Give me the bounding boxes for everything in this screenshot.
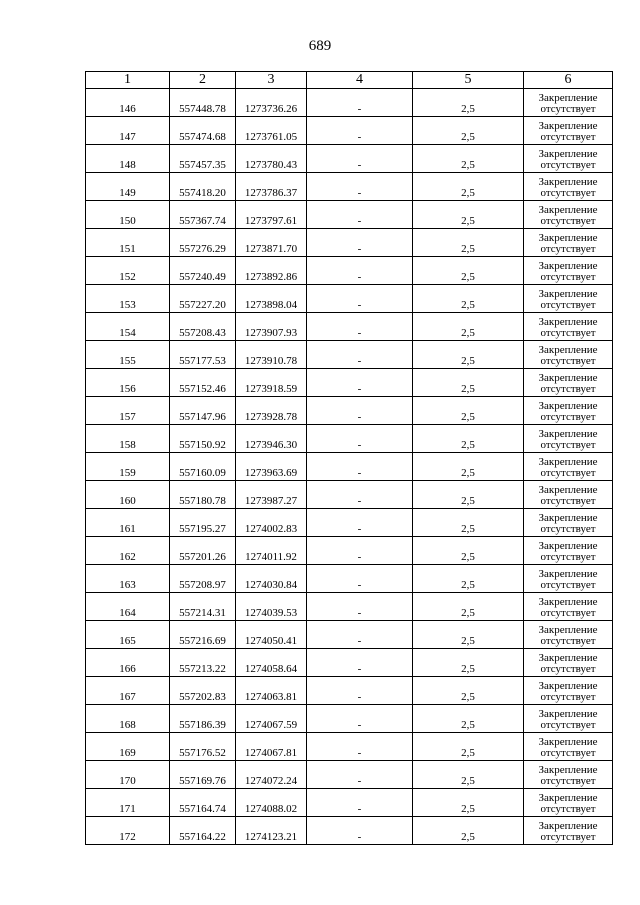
column-5-cell: 2,5 <box>413 621 524 649</box>
column-4-cell: - <box>307 761 413 789</box>
column-5-cell: 2,5 <box>413 313 524 341</box>
table-header-row <box>86 72 613 89</box>
fixing-note-cell <box>524 565 613 593</box>
column-4-cell: - <box>307 789 413 817</box>
fixing-note-cell <box>524 677 613 705</box>
point-number-cell: 171 <box>86 789 170 817</box>
point-number-cell: 149 <box>86 173 170 201</box>
fixing-note-cell <box>524 397 613 425</box>
y-coordinate-cell: 1273736.26 <box>236 89 307 117</box>
fixing-note-cell <box>524 453 613 481</box>
fixing-note-cell <box>524 89 613 117</box>
fixing-note-line: Закрепление <box>538 316 598 328</box>
column-5-cell: 2,5 <box>413 761 524 789</box>
table-row <box>86 593 613 621</box>
fixing-note-cell <box>524 313 613 341</box>
x-coordinate-cell: 557457.35 <box>170 145 236 173</box>
x-coordinate-cell: 557150.92 <box>170 425 236 453</box>
table-row <box>86 257 613 285</box>
x-coordinate-cell: 557474.68 <box>170 117 236 145</box>
x-coordinate-cell: 557448.78 <box>170 89 236 117</box>
column-4-cell: - <box>307 313 413 341</box>
table-row <box>86 481 613 509</box>
table-row <box>86 397 613 425</box>
fixing-note-line: отсутствует <box>540 775 596 787</box>
y-coordinate-cell: 1274063.81 <box>236 677 307 705</box>
column-5-cell: 2,5 <box>413 89 524 117</box>
fixing-note-line: отсутствует <box>540 551 596 563</box>
column-5-cell: 2,5 <box>413 565 524 593</box>
fixing-note-cell <box>524 789 613 817</box>
fixing-note-cell <box>524 285 613 313</box>
column-5-cell: 2,5 <box>413 481 524 509</box>
fixing-note-cell <box>524 173 613 201</box>
x-coordinate-cell: 557214.31 <box>170 593 236 621</box>
column-5-cell: 2,5 <box>413 453 524 481</box>
fixing-note-cell <box>524 649 613 677</box>
column-5-cell: 2,5 <box>413 537 524 565</box>
x-coordinate-cell: 557418.20 <box>170 173 236 201</box>
column-5-cell: 2,5 <box>413 509 524 537</box>
y-coordinate-cell: 1273761.05 <box>236 117 307 145</box>
fixing-note-line: Закрепление <box>538 708 598 720</box>
fixing-note-line: отсутствует <box>540 803 596 815</box>
fixing-note-line: Закрепление <box>538 568 598 580</box>
x-coordinate-cell: 557147.96 <box>170 397 236 425</box>
column-5-cell: 2,5 <box>413 229 524 257</box>
column-5-cell: 2,5 <box>413 789 524 817</box>
column-4-cell: - <box>307 453 413 481</box>
x-coordinate-cell: 557152.46 <box>170 369 236 397</box>
fixing-note-line: отсутствует <box>540 215 596 227</box>
fixing-note-line: отсутствует <box>540 579 596 591</box>
point-number-cell: 164 <box>86 593 170 621</box>
fixing-note-line: Закрепление <box>538 736 598 748</box>
table-row <box>86 649 613 677</box>
fixing-note-line: Закрепление <box>538 92 598 104</box>
y-coordinate-cell: 1273987.27 <box>236 481 307 509</box>
fixing-note-cell <box>524 229 613 257</box>
column-5-cell: 2,5 <box>413 425 524 453</box>
point-number-cell: 147 <box>86 117 170 145</box>
table-row <box>86 285 613 313</box>
column-4-cell: - <box>307 89 413 117</box>
y-coordinate-cell: 1274088.02 <box>236 789 307 817</box>
table-row <box>86 173 613 201</box>
fixing-note-line: Закрепление <box>538 344 598 356</box>
x-coordinate-cell: 557367.74 <box>170 201 236 229</box>
fixing-note-line: отсутствует <box>540 831 596 843</box>
x-coordinate-cell: 557276.29 <box>170 229 236 257</box>
point-number-cell: 157 <box>86 397 170 425</box>
fixing-note-cell <box>524 537 613 565</box>
point-number-cell: 146 <box>86 89 170 117</box>
fixing-note-line: отсутствует <box>540 299 596 311</box>
fixing-note-line: отсутствует <box>540 607 596 619</box>
fixing-note-line: Закрепление <box>538 204 598 216</box>
point-number-cell: 172 <box>86 817 170 845</box>
column-5-cell: 2,5 <box>413 145 524 173</box>
x-coordinate-cell: 557240.49 <box>170 257 236 285</box>
table-row <box>86 789 613 817</box>
column-header: 6 <box>524 72 613 89</box>
fixing-note-line: Закрепление <box>538 596 598 608</box>
y-coordinate-cell: 1273786.37 <box>236 173 307 201</box>
fixing-note-line: Закрепление <box>538 820 598 832</box>
column-5-cell: 2,5 <box>413 397 524 425</box>
y-coordinate-cell: 1273892.86 <box>236 257 307 285</box>
column-5-cell: 2,5 <box>413 285 524 313</box>
page-number: 689 <box>308 38 332 54</box>
x-coordinate-cell: 557216.69 <box>170 621 236 649</box>
fixing-note-line: отсутствует <box>540 271 596 283</box>
fixing-note-line: Закрепление <box>538 260 598 272</box>
fixing-note-line: Закрепление <box>538 764 598 776</box>
fixing-note-line: Закрепление <box>538 428 598 440</box>
point-number-cell: 153 <box>86 285 170 313</box>
column-4-cell: - <box>307 397 413 425</box>
column-header: 4 <box>307 72 413 89</box>
table-row <box>86 341 613 369</box>
point-number-cell: 165 <box>86 621 170 649</box>
point-number-cell: 152 <box>86 257 170 285</box>
column-4-cell: - <box>307 257 413 285</box>
fixing-note-line: Закрепление <box>538 680 598 692</box>
fixing-note-line: отсутствует <box>540 411 596 423</box>
fixing-note-line: отсутствует <box>540 131 596 143</box>
fixing-note-cell <box>524 761 613 789</box>
column-header: 3 <box>236 72 307 89</box>
column-4-cell: - <box>307 621 413 649</box>
table-row <box>86 229 613 257</box>
point-number-cell: 156 <box>86 369 170 397</box>
table-row <box>86 369 613 397</box>
point-number-cell: 163 <box>86 565 170 593</box>
fixing-note-cell <box>524 733 613 761</box>
y-coordinate-cell: 1274123.21 <box>236 817 307 845</box>
y-coordinate-cell: 1273910.78 <box>236 341 307 369</box>
fixing-note-line: Закрепление <box>538 148 598 160</box>
column-4-cell: - <box>307 677 413 705</box>
table-row <box>86 453 613 481</box>
column-5-cell: 2,5 <box>413 369 524 397</box>
y-coordinate-cell: 1273907.93 <box>236 313 307 341</box>
fixing-note-line: Закрепление <box>538 652 598 664</box>
x-coordinate-cell: 557169.76 <box>170 761 236 789</box>
column-5-cell: 2,5 <box>413 201 524 229</box>
point-number-cell: 161 <box>86 509 170 537</box>
fixing-note-line: Закрепление <box>538 176 598 188</box>
column-4-cell: - <box>307 537 413 565</box>
column-4-cell: - <box>307 341 413 369</box>
column-4-cell: - <box>307 481 413 509</box>
fixing-note-cell <box>524 593 613 621</box>
column-4-cell: - <box>307 285 413 313</box>
point-number-cell: 159 <box>86 453 170 481</box>
column-4-cell: - <box>307 593 413 621</box>
fixing-note-line: Закрепление <box>538 512 598 524</box>
y-coordinate-cell: 1273946.30 <box>236 425 307 453</box>
x-coordinate-cell: 557160.09 <box>170 453 236 481</box>
table-row <box>86 117 613 145</box>
fixing-note-line: отсутствует <box>540 383 596 395</box>
fixing-note-line: Закрепление <box>538 120 598 132</box>
column-5-cell: 2,5 <box>413 173 524 201</box>
fixing-note-cell <box>524 621 613 649</box>
column-5-cell: 2,5 <box>413 257 524 285</box>
point-number-cell: 169 <box>86 733 170 761</box>
fixing-note-line: Закрепление <box>538 288 598 300</box>
fixing-note-line: Закрепление <box>538 540 598 552</box>
x-coordinate-cell: 557164.22 <box>170 817 236 845</box>
column-4-cell: - <box>307 173 413 201</box>
column-5-cell: 2,5 <box>413 341 524 369</box>
x-coordinate-cell: 557176.52 <box>170 733 236 761</box>
point-number-cell: 151 <box>86 229 170 257</box>
y-coordinate-cell: 1273928.78 <box>236 397 307 425</box>
fixing-note-line: отсутствует <box>540 103 596 115</box>
table-row <box>86 313 613 341</box>
column-4-cell: - <box>307 145 413 173</box>
x-coordinate-cell: 557195.27 <box>170 509 236 537</box>
column-5-cell: 2,5 <box>413 733 524 761</box>
table-row <box>86 705 613 733</box>
y-coordinate-cell: 1273780.43 <box>236 145 307 173</box>
table-row <box>86 677 613 705</box>
table-row <box>86 733 613 761</box>
fixing-note-line: отсутствует <box>540 663 596 675</box>
point-number-cell: 155 <box>86 341 170 369</box>
y-coordinate-cell: 1274030.84 <box>236 565 307 593</box>
point-number-cell: 162 <box>86 537 170 565</box>
fixing-note-cell <box>524 201 613 229</box>
fixing-note-line: отсутствует <box>540 327 596 339</box>
point-number-cell: 160 <box>86 481 170 509</box>
column-4-cell: - <box>307 705 413 733</box>
point-number-cell: 168 <box>86 705 170 733</box>
y-coordinate-cell: 1274067.59 <box>236 705 307 733</box>
fixing-note-cell <box>524 257 613 285</box>
column-4-cell: - <box>307 649 413 677</box>
point-number-cell: 158 <box>86 425 170 453</box>
column-5-cell: 2,5 <box>413 117 524 145</box>
table-row <box>86 621 613 649</box>
point-number-cell: 150 <box>86 201 170 229</box>
column-header: 1 <box>86 72 170 89</box>
x-coordinate-cell: 557180.78 <box>170 481 236 509</box>
y-coordinate-cell: 1274002.83 <box>236 509 307 537</box>
fixing-note-line: отсутствует <box>540 719 596 731</box>
column-5-cell: 2,5 <box>413 817 524 845</box>
y-coordinate-cell: 1274072.24 <box>236 761 307 789</box>
fixing-note-cell <box>524 817 613 845</box>
fixing-note-line: отсутствует <box>540 495 596 507</box>
table-row <box>86 817 613 845</box>
fixing-note-cell <box>524 145 613 173</box>
x-coordinate-cell: 557208.97 <box>170 565 236 593</box>
fixing-note-line: отсутствует <box>540 439 596 451</box>
y-coordinate-cell: 1274039.53 <box>236 593 307 621</box>
fixing-note-line: отсутствует <box>540 635 596 647</box>
table-row <box>86 509 613 537</box>
table-row <box>86 537 613 565</box>
y-coordinate-cell: 1273898.04 <box>236 285 307 313</box>
fixing-note-line: отсутствует <box>540 523 596 535</box>
point-number-cell: 148 <box>86 145 170 173</box>
fixing-note-line: отсутствует <box>540 747 596 759</box>
x-coordinate-cell: 557202.83 <box>170 677 236 705</box>
y-coordinate-cell: 1273963.69 <box>236 453 307 481</box>
fixing-note-line: отсутствует <box>540 187 596 199</box>
x-coordinate-cell: 557164.74 <box>170 789 236 817</box>
fixing-note-line: отсутствует <box>540 243 596 255</box>
y-coordinate-cell: 1274050.41 <box>236 621 307 649</box>
fixing-note-line: Закрепление <box>538 792 598 804</box>
fixing-note-line: Закрепление <box>538 484 598 496</box>
column-4-cell: - <box>307 229 413 257</box>
y-coordinate-cell: 1274067.81 <box>236 733 307 761</box>
fixing-note-cell <box>524 341 613 369</box>
column-5-cell: 2,5 <box>413 677 524 705</box>
x-coordinate-cell: 557186.39 <box>170 705 236 733</box>
fixing-note-line: Закрепление <box>538 372 598 384</box>
fixing-note-line: Закрепление <box>538 232 598 244</box>
fixing-note-cell <box>524 425 613 453</box>
column-4-cell: - <box>307 733 413 761</box>
x-coordinate-cell: 557213.22 <box>170 649 236 677</box>
x-coordinate-cell: 557177.53 <box>170 341 236 369</box>
x-coordinate-cell: 557208.43 <box>170 313 236 341</box>
y-coordinate-cell: 1274058.64 <box>236 649 307 677</box>
column-5-cell: 2,5 <box>413 593 524 621</box>
table-body <box>86 89 613 845</box>
point-number-cell: 170 <box>86 761 170 789</box>
column-4-cell: - <box>307 117 413 145</box>
fixing-note-line: отсутствует <box>540 159 596 171</box>
x-coordinate-cell: 557227.20 <box>170 285 236 313</box>
fixing-note-cell <box>524 481 613 509</box>
y-coordinate-cell: 1273918.59 <box>236 369 307 397</box>
fixing-note-cell <box>524 705 613 733</box>
column-5-cell: 2,5 <box>413 649 524 677</box>
fixing-note-cell <box>524 369 613 397</box>
fixing-note-line: отсутствует <box>540 355 596 367</box>
column-4-cell: - <box>307 201 413 229</box>
fixing-note-line: отсутствует <box>540 691 596 703</box>
column-4-cell: - <box>307 369 413 397</box>
column-4-cell: - <box>307 565 413 593</box>
table-row <box>86 761 613 789</box>
table-row <box>86 565 613 593</box>
column-header: 2 <box>170 72 236 89</box>
coordinates-table <box>85 71 613 845</box>
x-coordinate-cell: 557201.26 <box>170 537 236 565</box>
column-4-cell: - <box>307 817 413 845</box>
column-header: 5 <box>413 72 524 89</box>
table-row <box>86 201 613 229</box>
y-coordinate-cell: 1274011.92 <box>236 537 307 565</box>
table-row <box>86 145 613 173</box>
point-number-cell: 166 <box>86 649 170 677</box>
fixing-note-line: отсутствует <box>540 467 596 479</box>
table-row <box>86 425 613 453</box>
column-4-cell: - <box>307 509 413 537</box>
column-4-cell: - <box>307 425 413 453</box>
column-5-cell: 2,5 <box>413 705 524 733</box>
y-coordinate-cell: 1273871.70 <box>236 229 307 257</box>
fixing-note-line: Закрепление <box>538 624 598 636</box>
fixing-note-line: Закрепление <box>538 456 598 468</box>
fixing-note-cell <box>524 117 613 145</box>
point-number-cell: 154 <box>86 313 170 341</box>
fixing-note-cell <box>524 509 613 537</box>
table-row <box>86 89 613 117</box>
point-number-cell: 167 <box>86 677 170 705</box>
fixing-note-line: Закрепление <box>538 400 598 412</box>
y-coordinate-cell: 1273797.61 <box>236 201 307 229</box>
